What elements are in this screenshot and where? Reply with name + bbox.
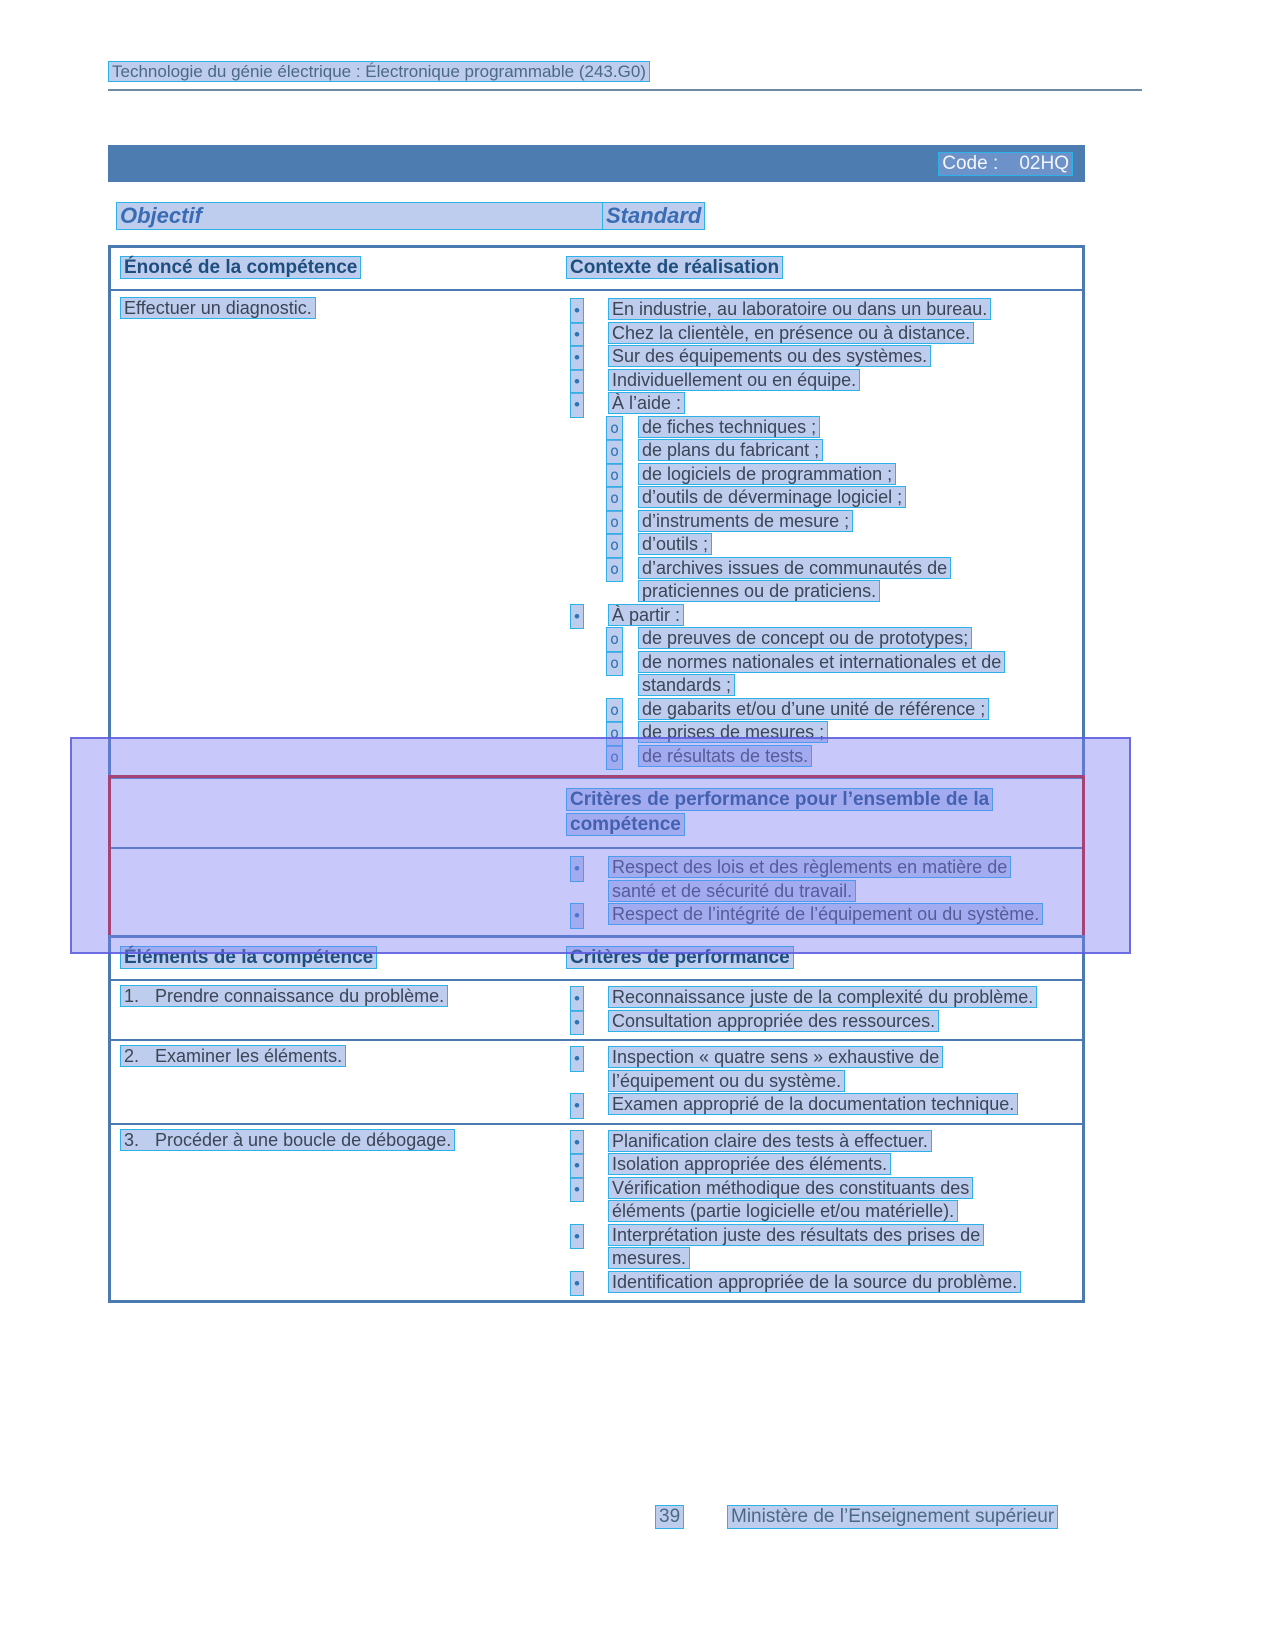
bullet-text: de prises de mesures ; bbox=[638, 721, 828, 743]
title-objective: Objectif bbox=[116, 202, 603, 230]
context-list bbox=[566, 298, 1082, 768]
elements-table bbox=[108, 935, 1085, 1303]
bullet-text: Consultation appropriée des ressources. bbox=[608, 1010, 939, 1032]
bullet-line bbox=[566, 698, 1076, 722]
bullet-line bbox=[566, 392, 1076, 416]
criteria-header-label: Critères de performance bbox=[566, 946, 794, 969]
bullet-icon: o bbox=[606, 745, 623, 771]
context-header-label: Contexte de réalisation bbox=[566, 256, 783, 279]
bullet-line bbox=[566, 298, 1076, 322]
bullet-line bbox=[566, 1153, 1076, 1177]
bullet-text: de normes nationales et internationales et de bbox=[638, 651, 1005, 673]
element-number: 1. bbox=[124, 986, 140, 1006]
bullet-icon: o bbox=[606, 557, 623, 583]
bullet-text: Chez la clientèle, en présence ou à distance. bbox=[608, 322, 974, 344]
competency-table-header bbox=[111, 248, 1082, 291]
element-cell bbox=[111, 1046, 566, 1117]
bullet-text: de logiciels de programmation ; bbox=[638, 463, 896, 485]
code-banner bbox=[108, 145, 1085, 182]
bullet-line bbox=[566, 486, 1076, 510]
element-cell bbox=[111, 986, 566, 1033]
competency-header-cell bbox=[111, 257, 566, 279]
element-cell bbox=[111, 1130, 566, 1295]
bullet-text: Identification appropriée de la source du problème. bbox=[608, 1271, 1021, 1293]
bullet-text: de fiches techniques ; bbox=[638, 416, 820, 438]
bullet-icon: • bbox=[570, 1046, 584, 1072]
titles-row bbox=[108, 202, 1085, 232]
elements-header-cell bbox=[111, 947, 566, 969]
bullet-line bbox=[566, 674, 1076, 698]
competency-table-body bbox=[111, 291, 1082, 776]
bullet-line bbox=[566, 1070, 1076, 1094]
bullet-text: Reconnaissance juste de la complexité du problème. bbox=[608, 986, 1037, 1008]
bullet-icon: o bbox=[606, 533, 623, 559]
document-footer bbox=[0, 1505, 1275, 1531]
bullet-line bbox=[566, 1247, 1076, 1271]
bullet-text: Interprétation juste des résultats des prises de bbox=[608, 1224, 984, 1246]
element-row-2 bbox=[111, 1039, 1082, 1123]
bullet-text: Examen approprié de la documentation technique. bbox=[608, 1093, 1018, 1115]
bullet-icon: o bbox=[606, 651, 623, 677]
bullet-text: de preuves de concept ou de prototypes; bbox=[638, 627, 972, 649]
element-row-1 bbox=[111, 981, 1082, 1039]
bullet-text: praticiennes ou de praticiens. bbox=[638, 580, 880, 602]
header-rule bbox=[108, 89, 1142, 91]
bullet-text: Planification claire des tests à effectuer. bbox=[608, 1130, 932, 1152]
overall-criteria-list bbox=[566, 856, 1082, 927]
bullet-icon: • bbox=[570, 856, 584, 882]
bullet-line bbox=[566, 721, 1076, 745]
bullet-text: éléments (partie logicielle et/ou matérielle). bbox=[608, 1200, 958, 1222]
bullet-line bbox=[566, 651, 1076, 675]
bullet-icon: o bbox=[606, 439, 623, 465]
bullet-icon: • bbox=[570, 1224, 584, 1250]
bullet-text: Individuellement ou en équipe. bbox=[608, 369, 860, 391]
elements-header-label: Éléments de la compétence bbox=[120, 946, 377, 969]
bullet-line bbox=[566, 745, 1076, 769]
bullet-line bbox=[566, 1271, 1076, 1295]
bullet-text: Sur des équipements ou des systèmes. bbox=[608, 345, 931, 367]
bullet-line bbox=[566, 369, 1076, 393]
bullet-text: de gabarits et/ou d’une unité de référence ; bbox=[638, 698, 989, 720]
element-text: Prendre connaissance du problème. bbox=[155, 986, 445, 1006]
bullet-text: d’instruments de mesure ; bbox=[638, 510, 853, 532]
bullet-icon: o bbox=[606, 721, 623, 747]
element-number: 2. bbox=[124, 1046, 140, 1066]
bullet-line bbox=[566, 986, 1076, 1010]
bullet-icon: • bbox=[570, 298, 584, 324]
bullet-text: Inspection « quatre sens » exhaustive de bbox=[608, 1046, 943, 1068]
element-text: Procéder à une boucle de débogage. bbox=[155, 1129, 452, 1150]
criteria-list-2 bbox=[566, 1046, 1082, 1117]
bullet-line bbox=[566, 580, 1076, 604]
bullet-text: de plans du fabricant ; bbox=[638, 439, 823, 461]
title-standard: Standard bbox=[602, 202, 705, 230]
bullet-text: d’outils de déverminage logiciel ; bbox=[638, 486, 906, 508]
bullet-line bbox=[566, 416, 1076, 440]
bullet-icon: • bbox=[570, 604, 584, 630]
bullet-icon: • bbox=[570, 1177, 584, 1203]
element-statement bbox=[120, 1045, 346, 1067]
bullet-icon: o bbox=[606, 510, 623, 536]
overall-criteria-section bbox=[108, 775, 1085, 938]
competency-table bbox=[108, 245, 1085, 779]
document-header-title: Technologie du génie électrique : Électronique programmable (243.G0) bbox=[108, 61, 650, 82]
overall-criteria-body bbox=[111, 849, 1082, 935]
bullet-line bbox=[566, 856, 1076, 880]
bullet-text: d’archives issues de communautés de bbox=[638, 557, 951, 579]
bullet-text: À l’aide : bbox=[608, 392, 685, 414]
competency-header-label: Énoncé de la compétence bbox=[120, 256, 361, 279]
document-header bbox=[108, 62, 650, 82]
bullet-icon: o bbox=[606, 416, 623, 442]
element-statement bbox=[120, 1129, 455, 1151]
element-number: 3. bbox=[124, 1129, 140, 1150]
bullet-text: Vérification méthodique des constituants des bbox=[608, 1177, 973, 1199]
element-text: Examiner les éléments. bbox=[155, 1046, 343, 1066]
bullet-line bbox=[566, 1177, 1076, 1201]
bullet-icon: • bbox=[570, 1271, 584, 1297]
elements-table-header bbox=[111, 938, 1082, 981]
bullet-icon: • bbox=[570, 1153, 584, 1179]
bullet-line bbox=[566, 1200, 1076, 1224]
bullet-icon: • bbox=[570, 392, 584, 418]
overall-criteria-header: Critères de performance pour l’ensemble de la compétence bbox=[566, 788, 993, 836]
overall-criteria-left-cell bbox=[111, 856, 566, 927]
bullet-line bbox=[566, 903, 1076, 927]
bullet-icon: o bbox=[606, 463, 623, 489]
bullet-line bbox=[566, 1130, 1076, 1154]
bullet-icon: o bbox=[606, 698, 623, 724]
bullet-line bbox=[566, 557, 1076, 581]
bullet-line bbox=[566, 533, 1076, 557]
bullet-line bbox=[566, 510, 1076, 534]
competency-statement: Effectuer un diagnostic. bbox=[120, 297, 316, 319]
bullet-icon: o bbox=[606, 486, 623, 512]
bullet-line bbox=[566, 463, 1076, 487]
bullet-text: À partir : bbox=[608, 604, 684, 626]
bullet-icon: • bbox=[570, 369, 584, 395]
bullet-icon: • bbox=[570, 322, 584, 348]
bullet-text: Respect des lois et des règlements en matière de bbox=[608, 856, 1011, 878]
overall-criteria-header-row bbox=[111, 778, 1082, 849]
bullet-icon: • bbox=[570, 345, 584, 371]
bullet-icon: • bbox=[570, 986, 584, 1012]
bullet-text: de résultats de tests. bbox=[638, 745, 812, 767]
bullet-line bbox=[566, 1046, 1076, 1070]
bullet-line bbox=[566, 627, 1076, 651]
bullet-line bbox=[566, 322, 1076, 346]
criteria-list-1 bbox=[566, 986, 1082, 1033]
bullet-text: mesures. bbox=[608, 1247, 690, 1269]
bullet-text: Respect de l’intégrité de l’équipement ou du système. bbox=[608, 903, 1043, 925]
bullet-line bbox=[566, 1093, 1076, 1117]
bullet-icon: o bbox=[606, 627, 623, 653]
overall-criteria-empty-cell bbox=[111, 787, 566, 837]
bullet-text: standards ; bbox=[638, 674, 735, 696]
code-label: Code : 02HQ bbox=[938, 152, 1073, 176]
bullet-line bbox=[566, 439, 1076, 463]
criteria-header-cell bbox=[566, 947, 1082, 969]
ministry-footer: Ministère de l’Enseignement supérieur bbox=[727, 1505, 1058, 1529]
bullet-text: l’équipement ou du système. bbox=[608, 1070, 845, 1092]
competency-statement-cell bbox=[111, 298, 566, 768]
bullet-icon: • bbox=[570, 1093, 584, 1119]
page-number: 39 bbox=[655, 1505, 684, 1529]
element-row-3 bbox=[111, 1123, 1082, 1301]
bullet-icon: • bbox=[570, 1010, 584, 1036]
bullet-line bbox=[566, 604, 1076, 628]
bullet-text: d’outils ; bbox=[638, 533, 712, 555]
bullet-icon: • bbox=[570, 903, 584, 929]
bullet-line bbox=[566, 1010, 1076, 1034]
bullet-line bbox=[566, 345, 1076, 369]
context-header-cell bbox=[566, 257, 1082, 279]
bullet-line bbox=[566, 1224, 1076, 1248]
bullet-text: santé et de sécurité du travail. bbox=[608, 880, 856, 902]
bullet-text: En industrie, au laboratoire ou dans un bureau. bbox=[608, 298, 991, 320]
bullet-line bbox=[566, 880, 1076, 904]
bullet-text: Isolation appropriée des éléments. bbox=[608, 1153, 891, 1175]
element-statement bbox=[120, 985, 448, 1007]
bullet-icon: • bbox=[570, 1130, 584, 1156]
overall-criteria-header-cell bbox=[566, 787, 1082, 837]
criteria-list-3 bbox=[566, 1130, 1082, 1295]
